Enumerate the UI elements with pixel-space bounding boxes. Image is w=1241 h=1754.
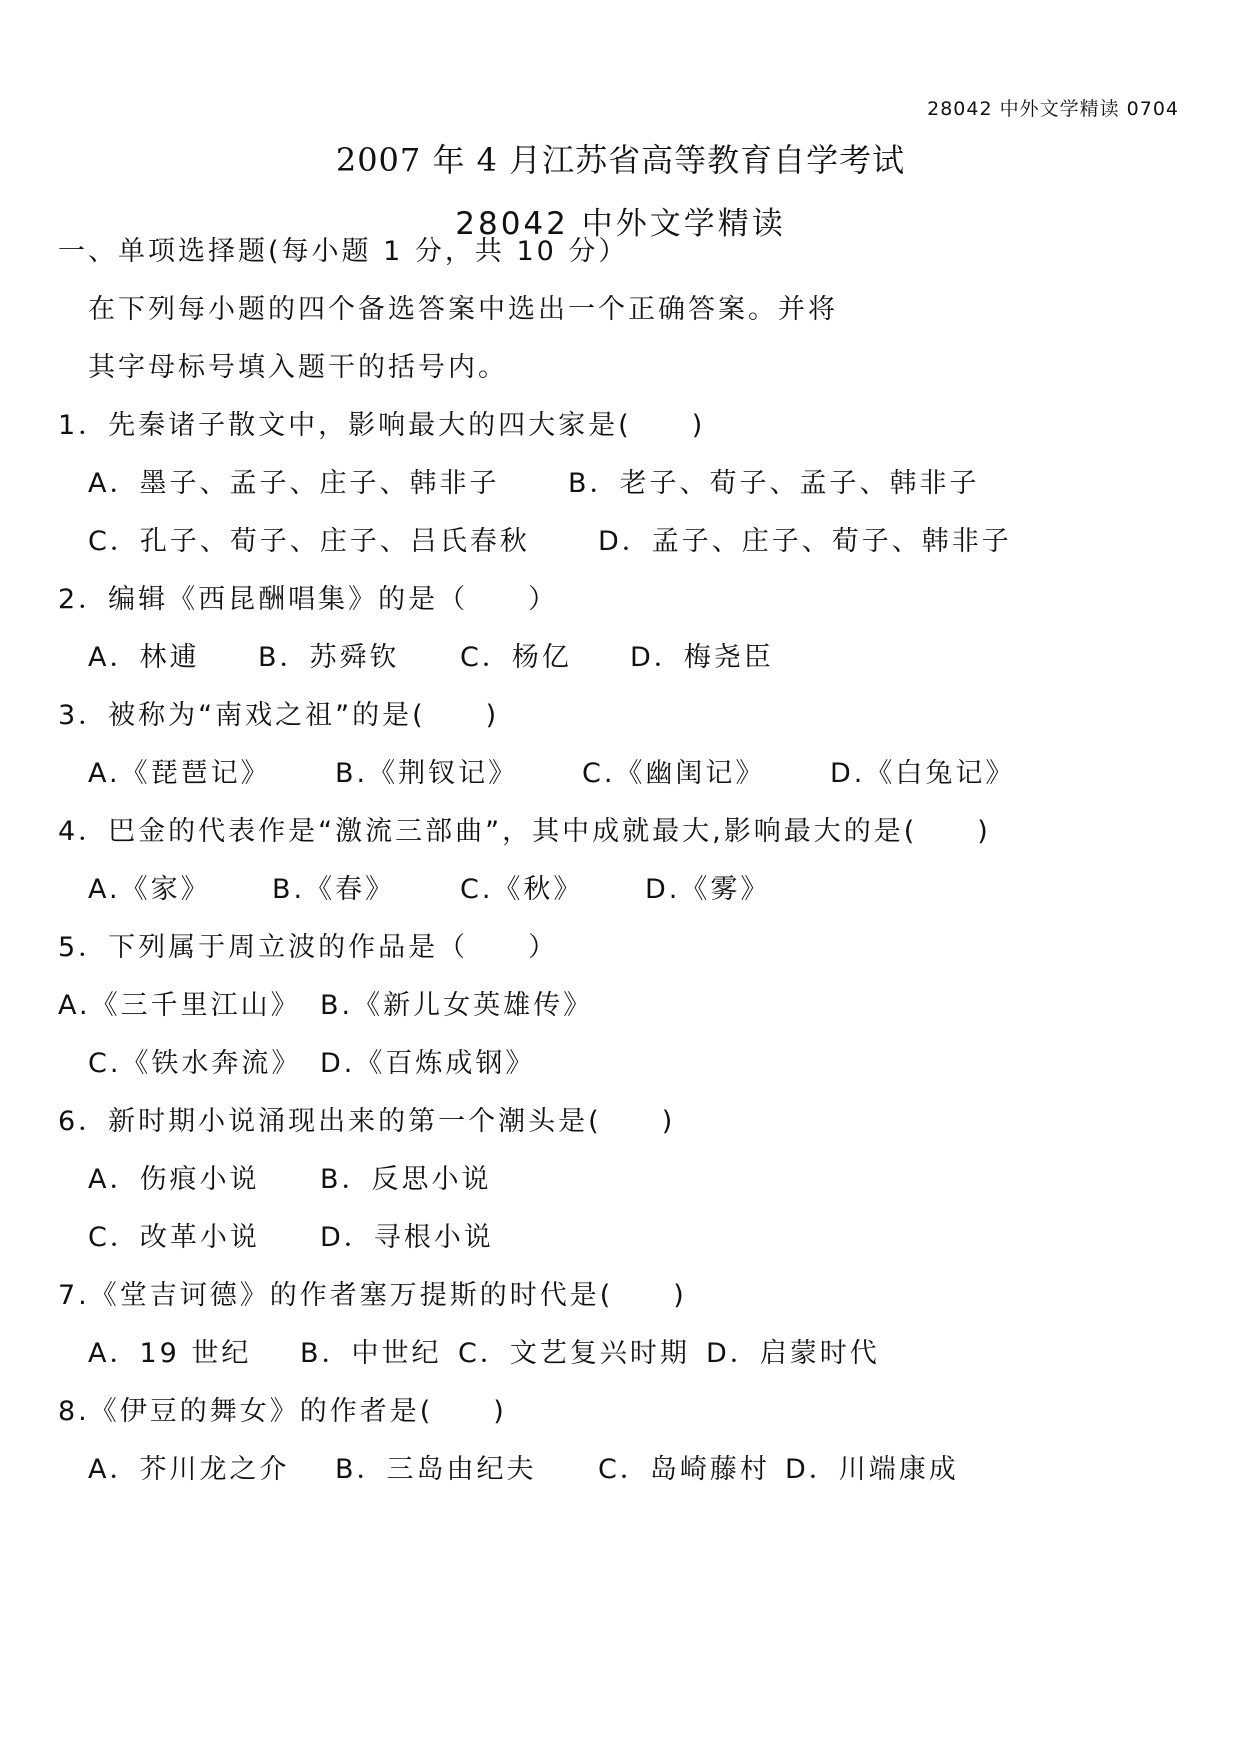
instruction-line-1: 在下列每小题的四个备选答案中选出一个正确答案。并将 xyxy=(88,294,838,325)
question-8-option-a: A．芥川龙之介 xyxy=(88,1454,290,1485)
question-5-option-a: A.《三千里江山》 xyxy=(58,990,301,1021)
question-3-option-d: D.《白兔记》 xyxy=(830,758,1016,789)
question-3-option-c: C.《幽闺记》 xyxy=(582,758,766,789)
section-heading: 一、单项选择题(每小题 1 分，共 10 分） xyxy=(58,236,629,267)
question-5-option-b: B.《新儿女英雄传》 xyxy=(320,990,594,1021)
question-5-stem: 5．下列属于周立波的作品是（ ） xyxy=(58,932,559,963)
question-4-option-c: C.《秋》 xyxy=(460,874,584,905)
question-5-option-d: D.《百炼成钢》 xyxy=(320,1048,536,1079)
question-1-option-c: C．孔子、荀子、庄子、吕氏春秋 xyxy=(88,526,530,557)
question-4-option-d: D.《雾》 xyxy=(645,874,771,905)
question-1-stem: 1．先秦诸子散文中，影响最大的四大家是( ) xyxy=(58,410,706,441)
question-7-stem: 7.《堂吉诃德》的作者塞万提斯的时代是( ) xyxy=(58,1280,687,1311)
question-4-stem: 4．巴金的代表作是“激流三部曲”，其中成就最大,影响最大的是( ) xyxy=(58,816,991,847)
question-7-option-b: B．中世纪 xyxy=(300,1338,442,1369)
question-6-option-b: B．反思小说 xyxy=(320,1164,492,1195)
question-6-option-d: D．寻根小说 xyxy=(320,1222,494,1253)
question-6-stem: 6．新时期小说涌现出来的第一个潮头是( ) xyxy=(58,1106,676,1137)
question-3-option-b: B.《荆钗记》 xyxy=(335,758,519,789)
question-6-option-c: C．改革小说 xyxy=(88,1222,260,1253)
question-5-option-c: C.《铁水奔流》 xyxy=(88,1048,302,1079)
question-3-stem: 3．被称为“南戏之祖”的是( ) xyxy=(58,700,500,731)
question-2-option-b: B．苏舜钦 xyxy=(258,642,400,673)
question-8-stem: 8.《伊豆的舞女》的作者是( ) xyxy=(58,1396,507,1427)
course-title: 28042 中外文学精读 xyxy=(455,206,786,242)
instruction-line-2: 其字母标号填入题干的括号内。 xyxy=(88,352,508,383)
question-7-option-a: A．19 世纪 xyxy=(88,1338,252,1369)
question-1-option-d: D．孟子、庄子、荀子、韩非子 xyxy=(598,526,1012,557)
question-7-option-c: C．文艺复兴时期 xyxy=(458,1338,690,1369)
question-1-option-a: A．墨子、孟子、庄子、韩非子 xyxy=(88,468,500,499)
page-header: 28042 中外文学精读 0704 xyxy=(927,98,1179,120)
question-2-stem: 2．编辑《西昆酬唱集》的是（ ） xyxy=(58,584,559,615)
question-8-option-c: C．岛崎藤村 xyxy=(598,1454,770,1485)
question-6-option-a: A．伤痕小说 xyxy=(88,1164,260,1195)
question-1-option-b: B．老子、荀子、孟子、韩非子 xyxy=(568,468,980,499)
question-4-option-a: A.《家》 xyxy=(88,874,211,905)
question-8-option-b: B．三岛由纪夫 xyxy=(335,1454,537,1485)
exam-title: 2007 年 4 月江苏省高等教育自学考试 xyxy=(335,141,906,179)
question-7-option-d: D．启蒙时代 xyxy=(706,1338,880,1369)
question-2-option-c: C．杨亿 xyxy=(460,642,572,673)
question-2-option-a: A．林逋 xyxy=(88,642,200,673)
question-2-option-d: D．梅尧臣 xyxy=(630,642,774,673)
question-8-option-d: D．川端康成 xyxy=(785,1454,959,1485)
question-3-option-a: A.《琵琶记》 xyxy=(88,758,271,789)
question-4-option-b: B.《春》 xyxy=(272,874,396,905)
